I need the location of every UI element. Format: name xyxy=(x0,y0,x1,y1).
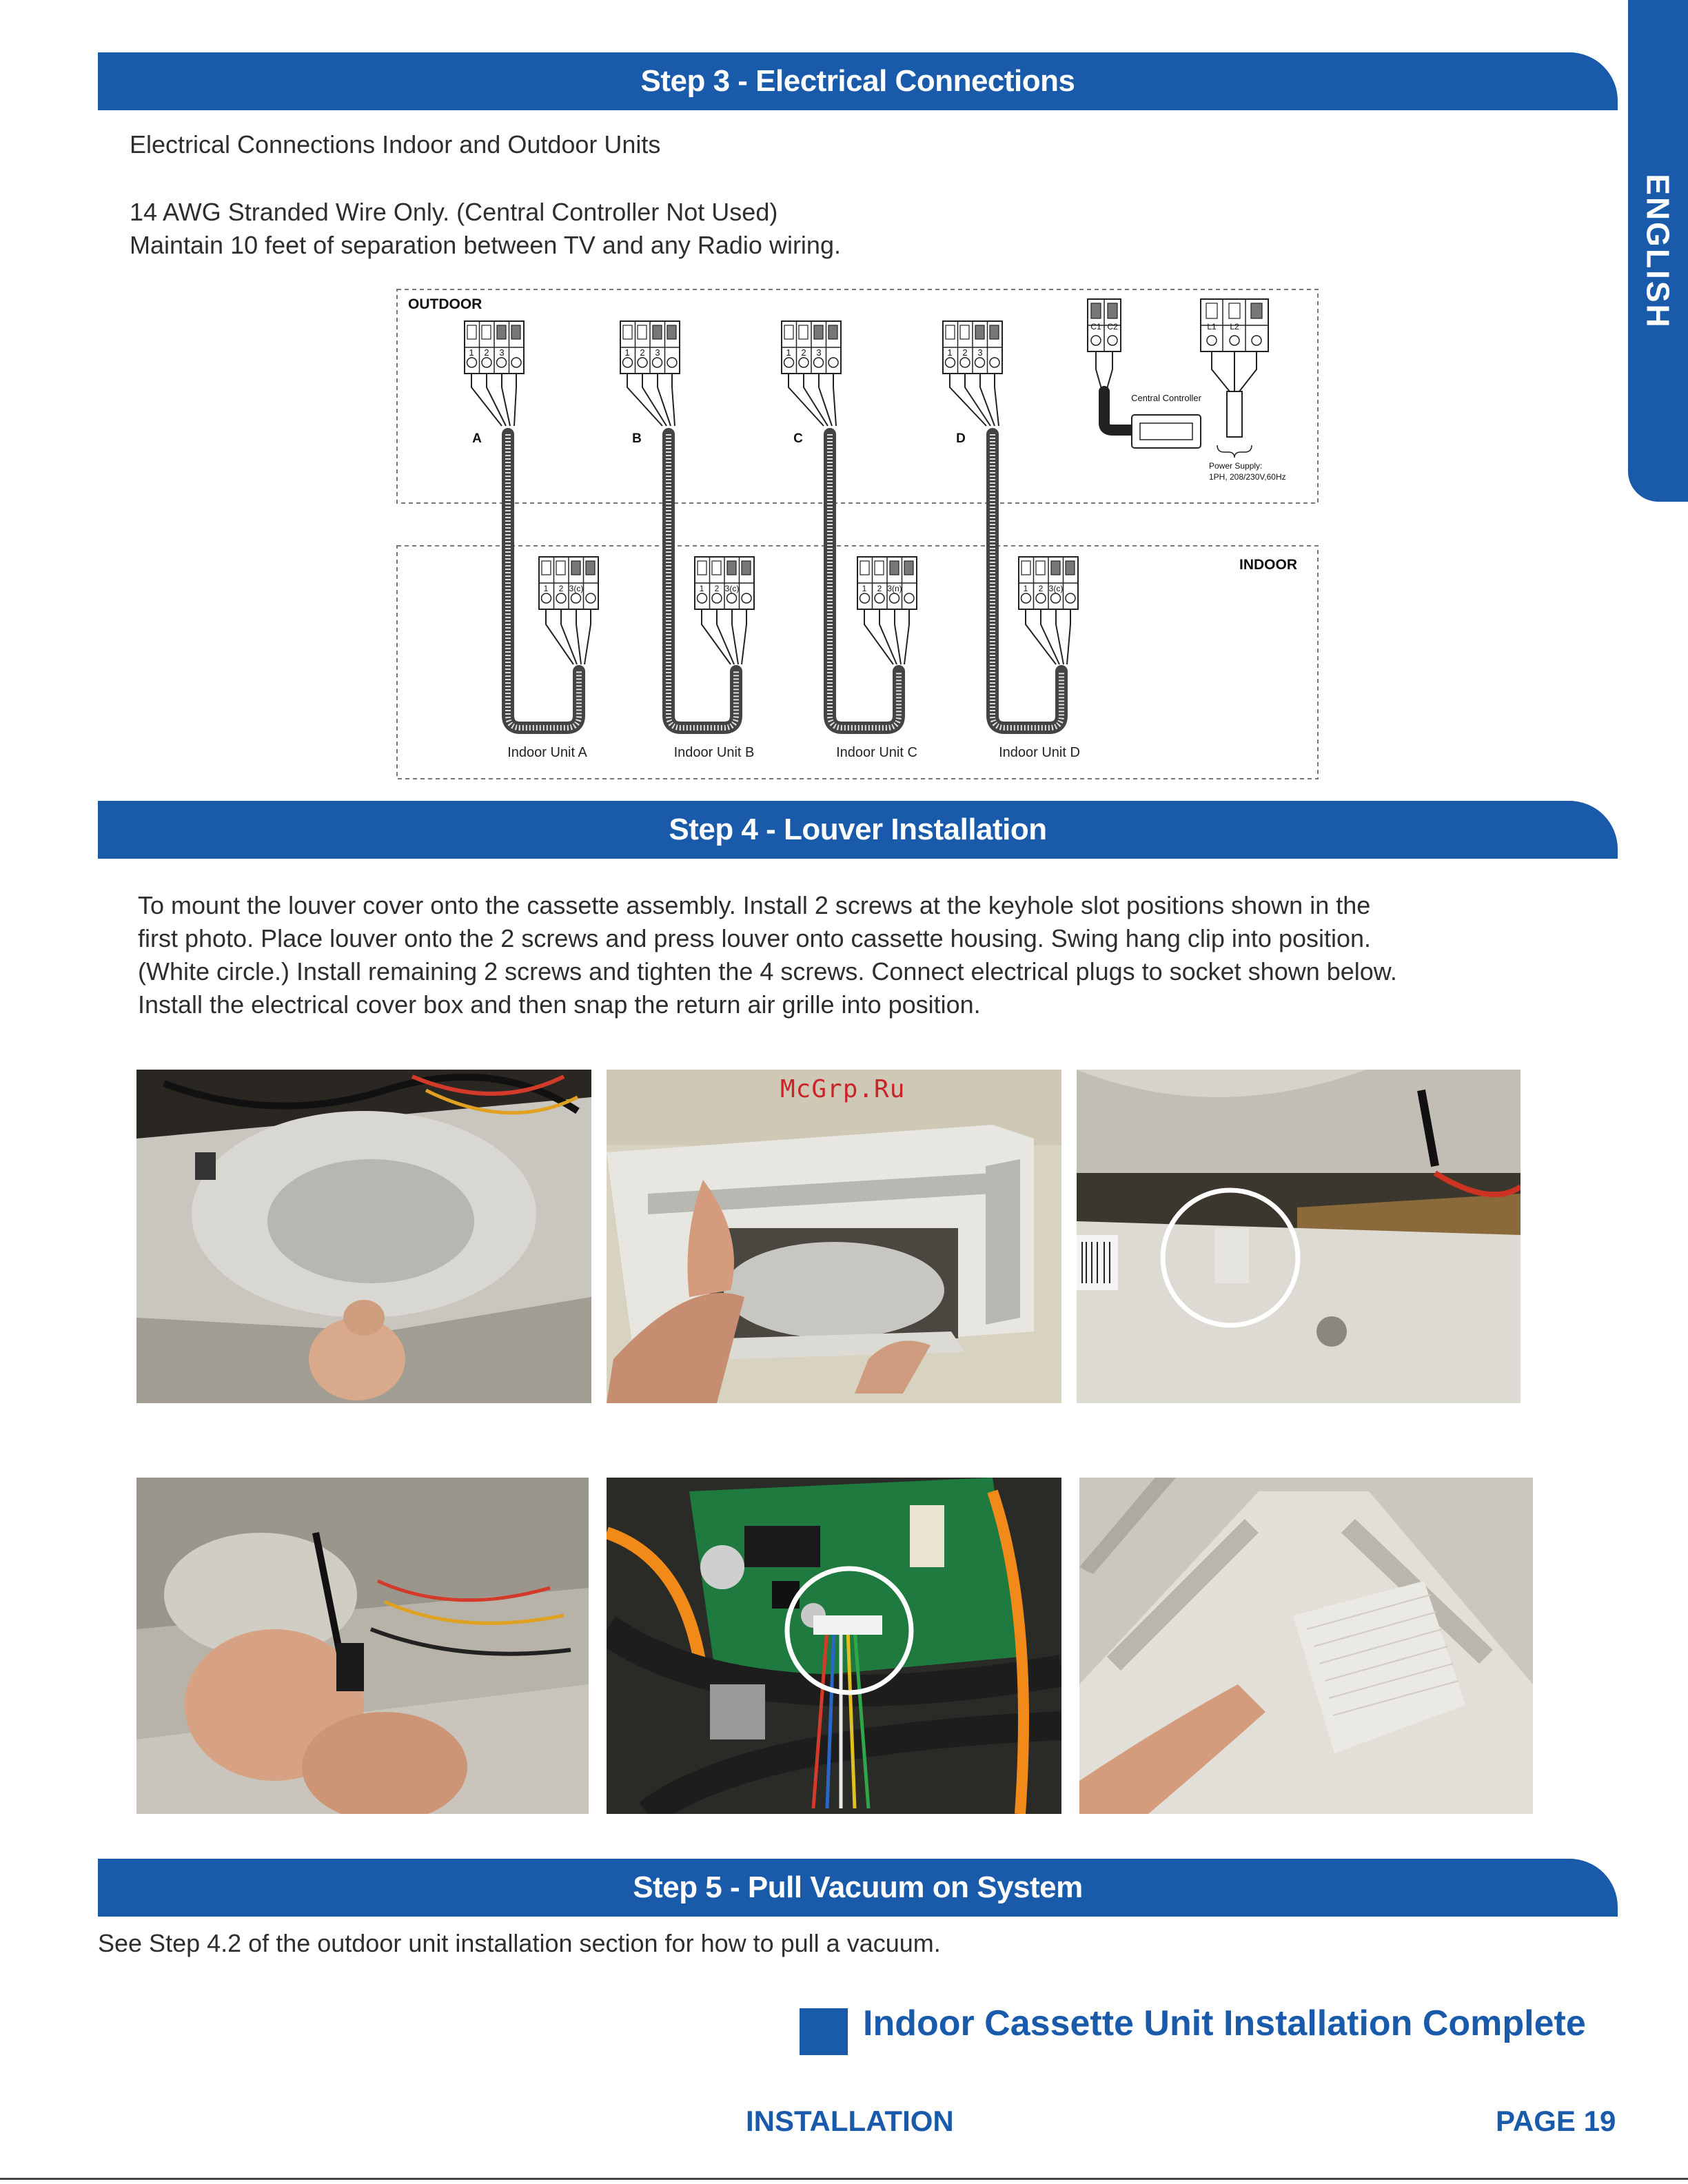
footer-section: INSTALLATION xyxy=(746,2105,954,2137)
step3-banner xyxy=(98,52,1618,110)
step4-line3: (White circle.) Install remaining 2 screws and tighten the 4 screws. Connect electrical plugs to socket shown below. xyxy=(138,957,1397,986)
terminal-num: 2 xyxy=(962,347,968,358)
indoor-terminal-b xyxy=(695,557,754,664)
indoor-unit-a-label: Indoor Unit A xyxy=(507,745,587,760)
power-supply-line2: 1PH, 208/230V,60Hz xyxy=(1209,472,1286,482)
indoor-terminal-c xyxy=(857,557,917,664)
terminal-num: 2 xyxy=(877,584,882,593)
outdoor-terminal-a xyxy=(465,321,524,426)
step4-line2: first photo. Place louver onto the 2 screws and press louver onto cassette housing. Swing hang clip into position. xyxy=(138,924,1372,952)
central-controller-label: Central Controller xyxy=(1131,393,1201,403)
terminal-num: 1 xyxy=(786,347,791,358)
indoor-terminal-a xyxy=(539,557,598,664)
step4-line1: To mount the louver cover onto the cassette assembly. Install 2 screws at the keyhole slot positions shown in the xyxy=(138,891,1371,919)
outdoor-terminal-b xyxy=(620,321,680,426)
step5-banner xyxy=(98,1859,1618,1917)
watermark: McGrp.Ru xyxy=(780,1075,906,1103)
terminal-num: 3 xyxy=(816,347,822,358)
language-tab xyxy=(1628,0,1688,502)
indoor-terminal-d xyxy=(1019,557,1078,664)
language-tab-label: ENGLISH xyxy=(1640,174,1676,329)
unit-letter-b: B xyxy=(632,431,642,446)
terminal-num: 1 xyxy=(947,347,953,358)
outdoor-terminal-c xyxy=(782,321,841,426)
photo-keyhole-screws xyxy=(136,1070,591,1403)
photo-pcb-socket xyxy=(607,1478,1061,1814)
terminal-num: 2 xyxy=(558,584,564,593)
terminal-num: 3(c) xyxy=(724,584,740,593)
terminal-num: 3 xyxy=(655,347,660,358)
indoor-unit-c-label: Indoor Unit C xyxy=(836,745,917,760)
indoor-label: INDOOR xyxy=(1239,557,1297,573)
terminal-num: 2 xyxy=(714,584,720,593)
photo-hang-clip xyxy=(1077,1070,1521,1403)
footer-page-number: PAGE 19 xyxy=(1496,2105,1616,2137)
step5-heading: Step 5 - Pull Vacuum on System xyxy=(633,1870,1083,1904)
complete-title: Indoor Cassette Unit Installation Complete xyxy=(863,2003,1586,2043)
photo-return-grille xyxy=(1079,1478,1533,1814)
step3-heading: Step 3 - Electrical Connections xyxy=(640,64,1075,98)
terminal-num: 2 xyxy=(484,347,489,358)
central-controller-device xyxy=(1132,415,1201,448)
photo-connect-plugs xyxy=(136,1478,589,1814)
indoor-unit-d-label: Indoor Unit D xyxy=(999,745,1080,760)
step5-text: See Step 4.2 of the outdoor unit installation section for how to pull a vacuum. xyxy=(98,1929,941,1957)
controller-terminal xyxy=(1088,299,1132,430)
terminal-num: 1 xyxy=(1023,584,1028,593)
step3-intro: Electrical Connections Indoor and Outdoor Units xyxy=(130,130,661,159)
complete-marker xyxy=(800,2008,848,2055)
step3-line2: Maintain 10 feet of separation between TV and any Radio wiring. xyxy=(130,231,841,259)
terminal-num: 1 xyxy=(543,584,549,593)
terminal-num: 3(n) xyxy=(887,584,902,593)
outdoor-label: OUTDOOR xyxy=(408,296,482,312)
controller-terminal-c2: C2 xyxy=(1107,322,1118,331)
step3-line1: 14 AWG Stranded Wire Only. (Central Controller Not Used) xyxy=(130,198,778,226)
power-terminal-l2: L2 xyxy=(1230,322,1239,331)
outdoor-terminal-d xyxy=(943,321,1002,426)
terminal-num: 3 xyxy=(977,347,983,358)
step4-banner xyxy=(98,801,1618,859)
terminal-num: 1 xyxy=(469,347,474,358)
terminal-num: 1 xyxy=(624,347,630,358)
photo-louver-press xyxy=(607,1070,1061,1403)
bottom-rule xyxy=(0,2178,1688,2180)
terminal-num: 2 xyxy=(801,347,806,358)
terminal-num: 3(c) xyxy=(1048,584,1064,593)
indoor-unit-b-label: Indoor Unit B xyxy=(673,745,755,760)
unit-letter-d: D xyxy=(956,431,966,446)
terminal-num: 3 xyxy=(499,347,505,358)
terminal-num: 2 xyxy=(640,347,645,358)
step4-heading: Step 4 - Louver Installation xyxy=(669,813,1047,846)
terminal-num: 1 xyxy=(862,584,867,593)
controller-terminal-c1: C1 xyxy=(1090,322,1101,331)
terminal-num: 2 xyxy=(1038,584,1044,593)
terminal-num: 3(c) xyxy=(569,584,584,593)
terminal-num: 1 xyxy=(699,584,704,593)
power-terminal-l1: L1 xyxy=(1207,322,1217,331)
unit-letter-c: C xyxy=(793,431,803,446)
step4-line4: Install the electrical cover box and then snap the return air grille into position. xyxy=(138,990,981,1019)
unit-letter-a: A xyxy=(472,431,482,446)
power-supply-line1: Power Supply: xyxy=(1209,461,1263,471)
wiring-diagram xyxy=(396,288,1319,782)
